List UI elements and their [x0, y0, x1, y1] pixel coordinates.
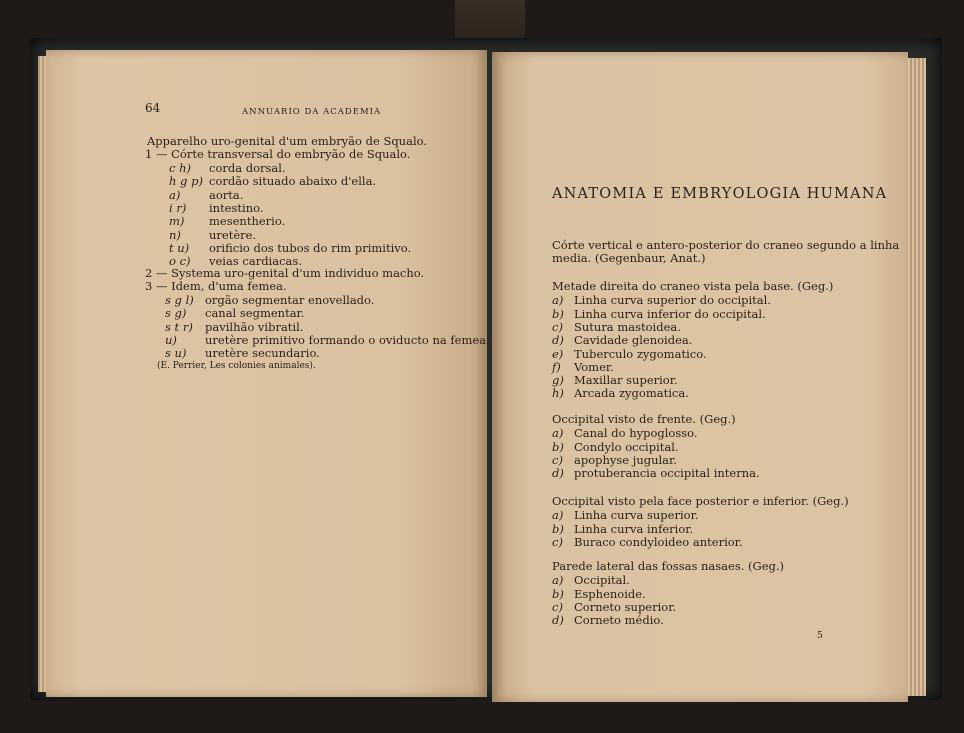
section-text: Maxillar superior. [574, 373, 678, 388]
section-text: apophyse jugular. [574, 452, 677, 467]
section-label: a) [552, 573, 564, 588]
fig1-label: h g p) [169, 174, 203, 189]
fig1-label: a) [169, 187, 181, 202]
section-text: Cavidade glenoidea. [574, 333, 693, 348]
section-text: Condylo occipital. [574, 439, 679, 454]
fig3-text: uretère secundario. [205, 346, 320, 361]
section-text: Esphenoide. [574, 586, 646, 601]
section-text: Vomer. [574, 359, 614, 374]
fig1-label: m) [169, 214, 185, 229]
source-credit: (E. Perrier, Les colonies animales). [157, 361, 316, 371]
fig1-label: t u) [169, 240, 190, 255]
section-text: Linha curva superior do occipital. [574, 293, 771, 308]
section-text: Tuberculo zygomatico. [574, 346, 707, 361]
fig1-text: veias cardiacas. [209, 254, 302, 269]
section-label: f) [552, 359, 561, 374]
section-label: c) [552, 319, 563, 334]
section-label: d) [552, 613, 564, 628]
page-number: 64 [145, 101, 161, 115]
fig3-label: s t r) [165, 319, 193, 334]
section-text: Buraco condyloideo anterior. [574, 534, 743, 549]
fig3-label: s u) [165, 346, 187, 361]
figure-caption: Apparelho uro-genital d'um embryão de Squalo. [147, 134, 427, 148]
section-text: Corneto superior. [574, 599, 677, 614]
section-label: c) [552, 534, 563, 549]
section-label: e) [552, 346, 564, 361]
fig1-text: intestino. [209, 200, 264, 215]
section-text: Canal do hypoglosso. [574, 426, 698, 441]
fig3-text: canal segmentar. [205, 306, 305, 321]
fig1-text: orificio dos tubos do rim primitivo. [209, 240, 412, 255]
fig3-text: uretère primitivo formando o oviducto na femea. [205, 332, 490, 347]
section-label: b) [552, 586, 564, 601]
fig3-text: orgão segmentar enovellado. [205, 293, 375, 307]
fig3-label: s g l) [165, 293, 194, 307]
signature-mark: 5 [817, 631, 823, 641]
section-text: Arcada zygomatica. [574, 386, 689, 401]
figure-3-title: 3 — Idem, d'uma femea. [145, 279, 287, 293]
running-head: ANNUARIO DA ACADEMIA [242, 107, 382, 117]
section-text: Occipital. [574, 573, 630, 588]
fig1-label: i r) [169, 200, 187, 215]
fig3-label: u) [165, 332, 177, 347]
section-text: Sutura mastoidea. [574, 319, 681, 334]
section-label: a) [552, 293, 564, 308]
fig1-label: o c) [169, 254, 191, 269]
fig1-label: n) [169, 227, 181, 242]
section-text: Corneto médio. [574, 613, 664, 628]
section-heading: Occipital visto pela face posterior e inferior. (Geg.) [552, 494, 849, 508]
section-label: a) [552, 426, 564, 441]
right-page [492, 52, 908, 702]
section-label: c) [552, 452, 563, 467]
section-heading: Occipital visto de frente. (Geg.) [552, 412, 736, 426]
fig1-text: aorta. [209, 187, 244, 202]
section-label: a) [552, 508, 564, 523]
section-label: b) [552, 306, 564, 321]
section-label: d) [552, 333, 564, 348]
section-text: protuberancia occipital interna. [574, 466, 760, 481]
figure-2-title: 2 — Systema uro-genital d'um individuo macho. [145, 266, 425, 280]
fig1-text: corda dorsal. [209, 161, 286, 175]
left-page [46, 50, 490, 697]
section-heading: Parede lateral das fossas nasaes. (Geg.) [552, 559, 785, 573]
section-label: d) [552, 466, 564, 481]
fig1-text: uretère. [209, 227, 257, 242]
section-text: Linha curva inferior. [574, 521, 694, 536]
fig1-text: cordão situado abaixo d'ella. [209, 174, 377, 189]
section-label: b) [552, 521, 564, 536]
fig1-text: mesentherio. [209, 214, 286, 229]
section-label: b) [552, 439, 564, 454]
figure-1-title: 1 — Córte transversal do embryão de Squalo. [145, 147, 411, 161]
section-text: Linha curva inferior do occipital. [574, 306, 766, 321]
fig1-label: c h) [169, 161, 191, 175]
page-edges-right [906, 58, 926, 696]
section-text: Linha curva superior. [574, 508, 699, 523]
section-heading: Metade direita do craneo vista pela base. (Geg.) [552, 279, 834, 293]
section-label: c) [552, 599, 563, 614]
fig3-text: pavilhão vibratil. [205, 319, 304, 334]
section-label: g) [552, 373, 564, 388]
intro-line-1: Córte vertical e antero-posterior do craneo segundo a linha [552, 238, 900, 252]
intro-line-2: media. (Gegenbaur, Anat.) [552, 251, 706, 265]
section-title: ANATOMIA E EMBRYOLOGIA HUMANA [552, 186, 888, 202]
section-label: h) [552, 386, 564, 401]
fig3-label: s g) [165, 306, 187, 321]
